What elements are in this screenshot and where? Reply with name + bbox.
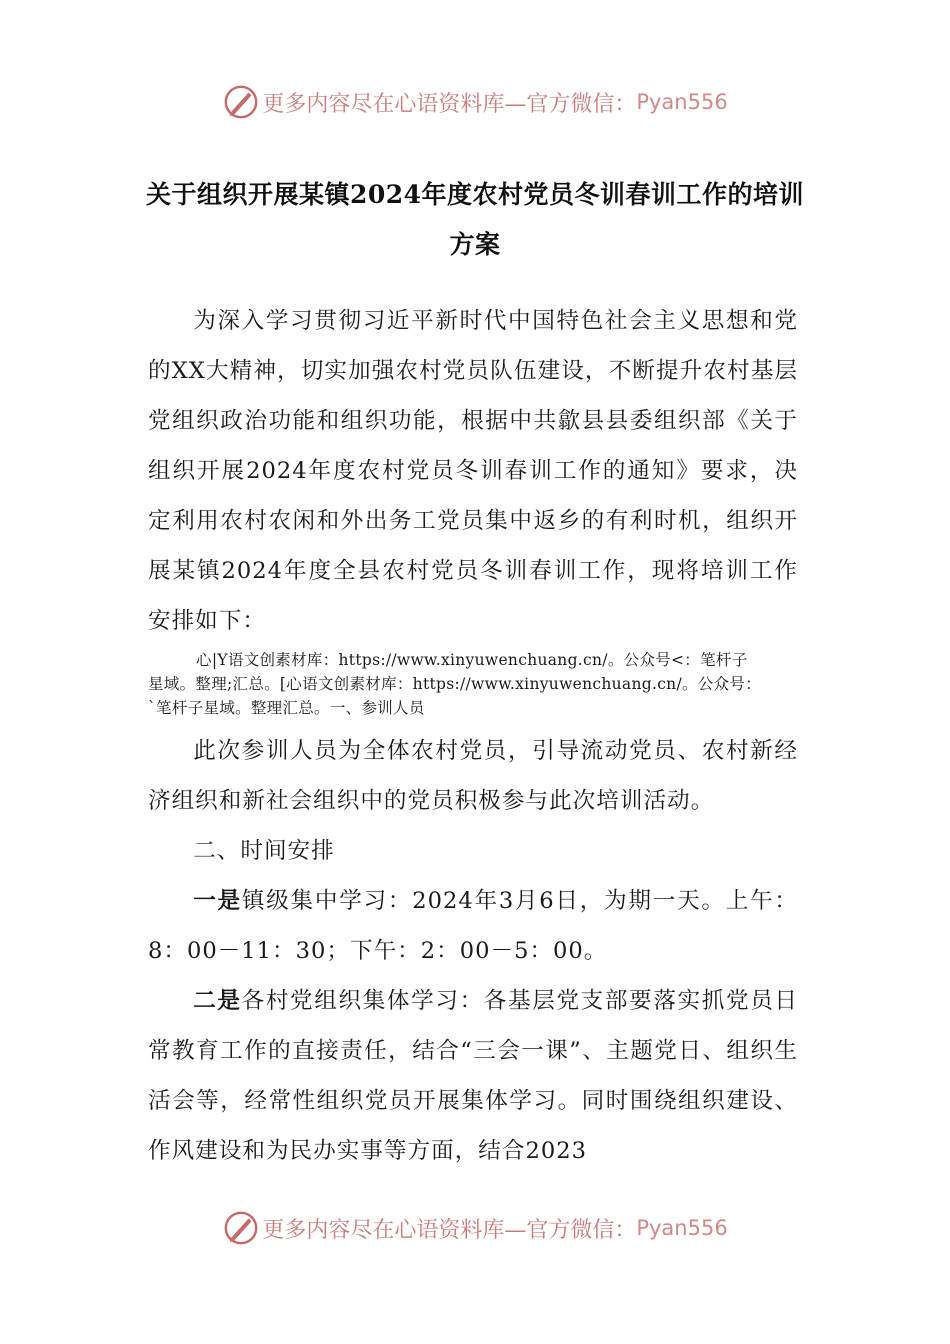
watermark-banner-bottom — [0, 1208, 950, 1248]
note-line-3: `笔杆子星域。整理汇总。一、参训人员 — [148, 699, 425, 717]
schedule-item-1 — [148, 876, 798, 976]
pen-logo-icon — [222, 1209, 260, 1247]
watermark-text: 更多内容尽在心语资料库—官方微信： — [262, 91, 637, 117]
item-1-lead: 一是 — [193, 888, 242, 914]
watermark-banner-top — [0, 82, 950, 122]
watermark-text: 更多内容尽在心语资料库—官方微信： — [262, 1217, 637, 1243]
title-line-1: 关于组织开展某镇2024年度农村党员冬训春训工作的培训 — [145, 180, 805, 209]
document-title — [140, 170, 810, 270]
note-line-1: 心|Y语文创素材库：https://www.xinyuwenchuang.cn/。公众号<：笔杆子 — [196, 651, 748, 669]
document-body — [148, 296, 798, 1176]
inserted-note — [148, 648, 798, 720]
intro-paragraph: 为深入学习贯彻习近平新时代中国特色社会主义思想和党的XX大精神，切实加强农村党员队伍建设，不断提升农村基层党组织政治功能和组织功能，根据中共歙县县委组织部《关于组织开展2024年度农村党员冬训春训工作的通知》要求，决定利用农村农闲和外出务工党员集中返乡的有利时机，组织开展某镇2024年度全县农村党员冬训春训工作，现将培训工作安排如下： — [148, 308, 798, 634]
participants-paragraph: 此次参训人员为全体农村党员，引导流动党员、农村新经济组织和新社会组织中的党员积极参与此次培训活动。 — [148, 738, 798, 814]
section-heading-schedule: 二、时间安排 — [193, 838, 335, 864]
pen-logo-icon — [222, 83, 260, 121]
item-2-text: 各村党组织集体学习：各基层党支部要落实抓党员日常教育工作的直接责任，结合“三会一课”、主题党日、组织生活会等，经常性组织党员开展集体学习。同时围绕组织建设、作风建设和为民办实事等方面，结合2023 — [148, 988, 799, 1164]
item-1-text: 镇级集中学习：2024年3月6日，为期一天。上午：8：00－11：30；下午：2：00－5：00。 — [148, 888, 799, 964]
note-line-2: 星域。整理;汇总。[心语文创素材库：https://www.xinyuwenchuang.cn/。公众号： — [148, 675, 761, 693]
title-line-2: 方案 — [449, 230, 501, 259]
watermark-handle: Pyan556 — [636, 90, 728, 114]
item-2-lead: 二是 — [193, 988, 242, 1014]
watermark-handle: Pyan556 — [636, 1216, 728, 1240]
schedule-item-2 — [148, 976, 798, 1176]
